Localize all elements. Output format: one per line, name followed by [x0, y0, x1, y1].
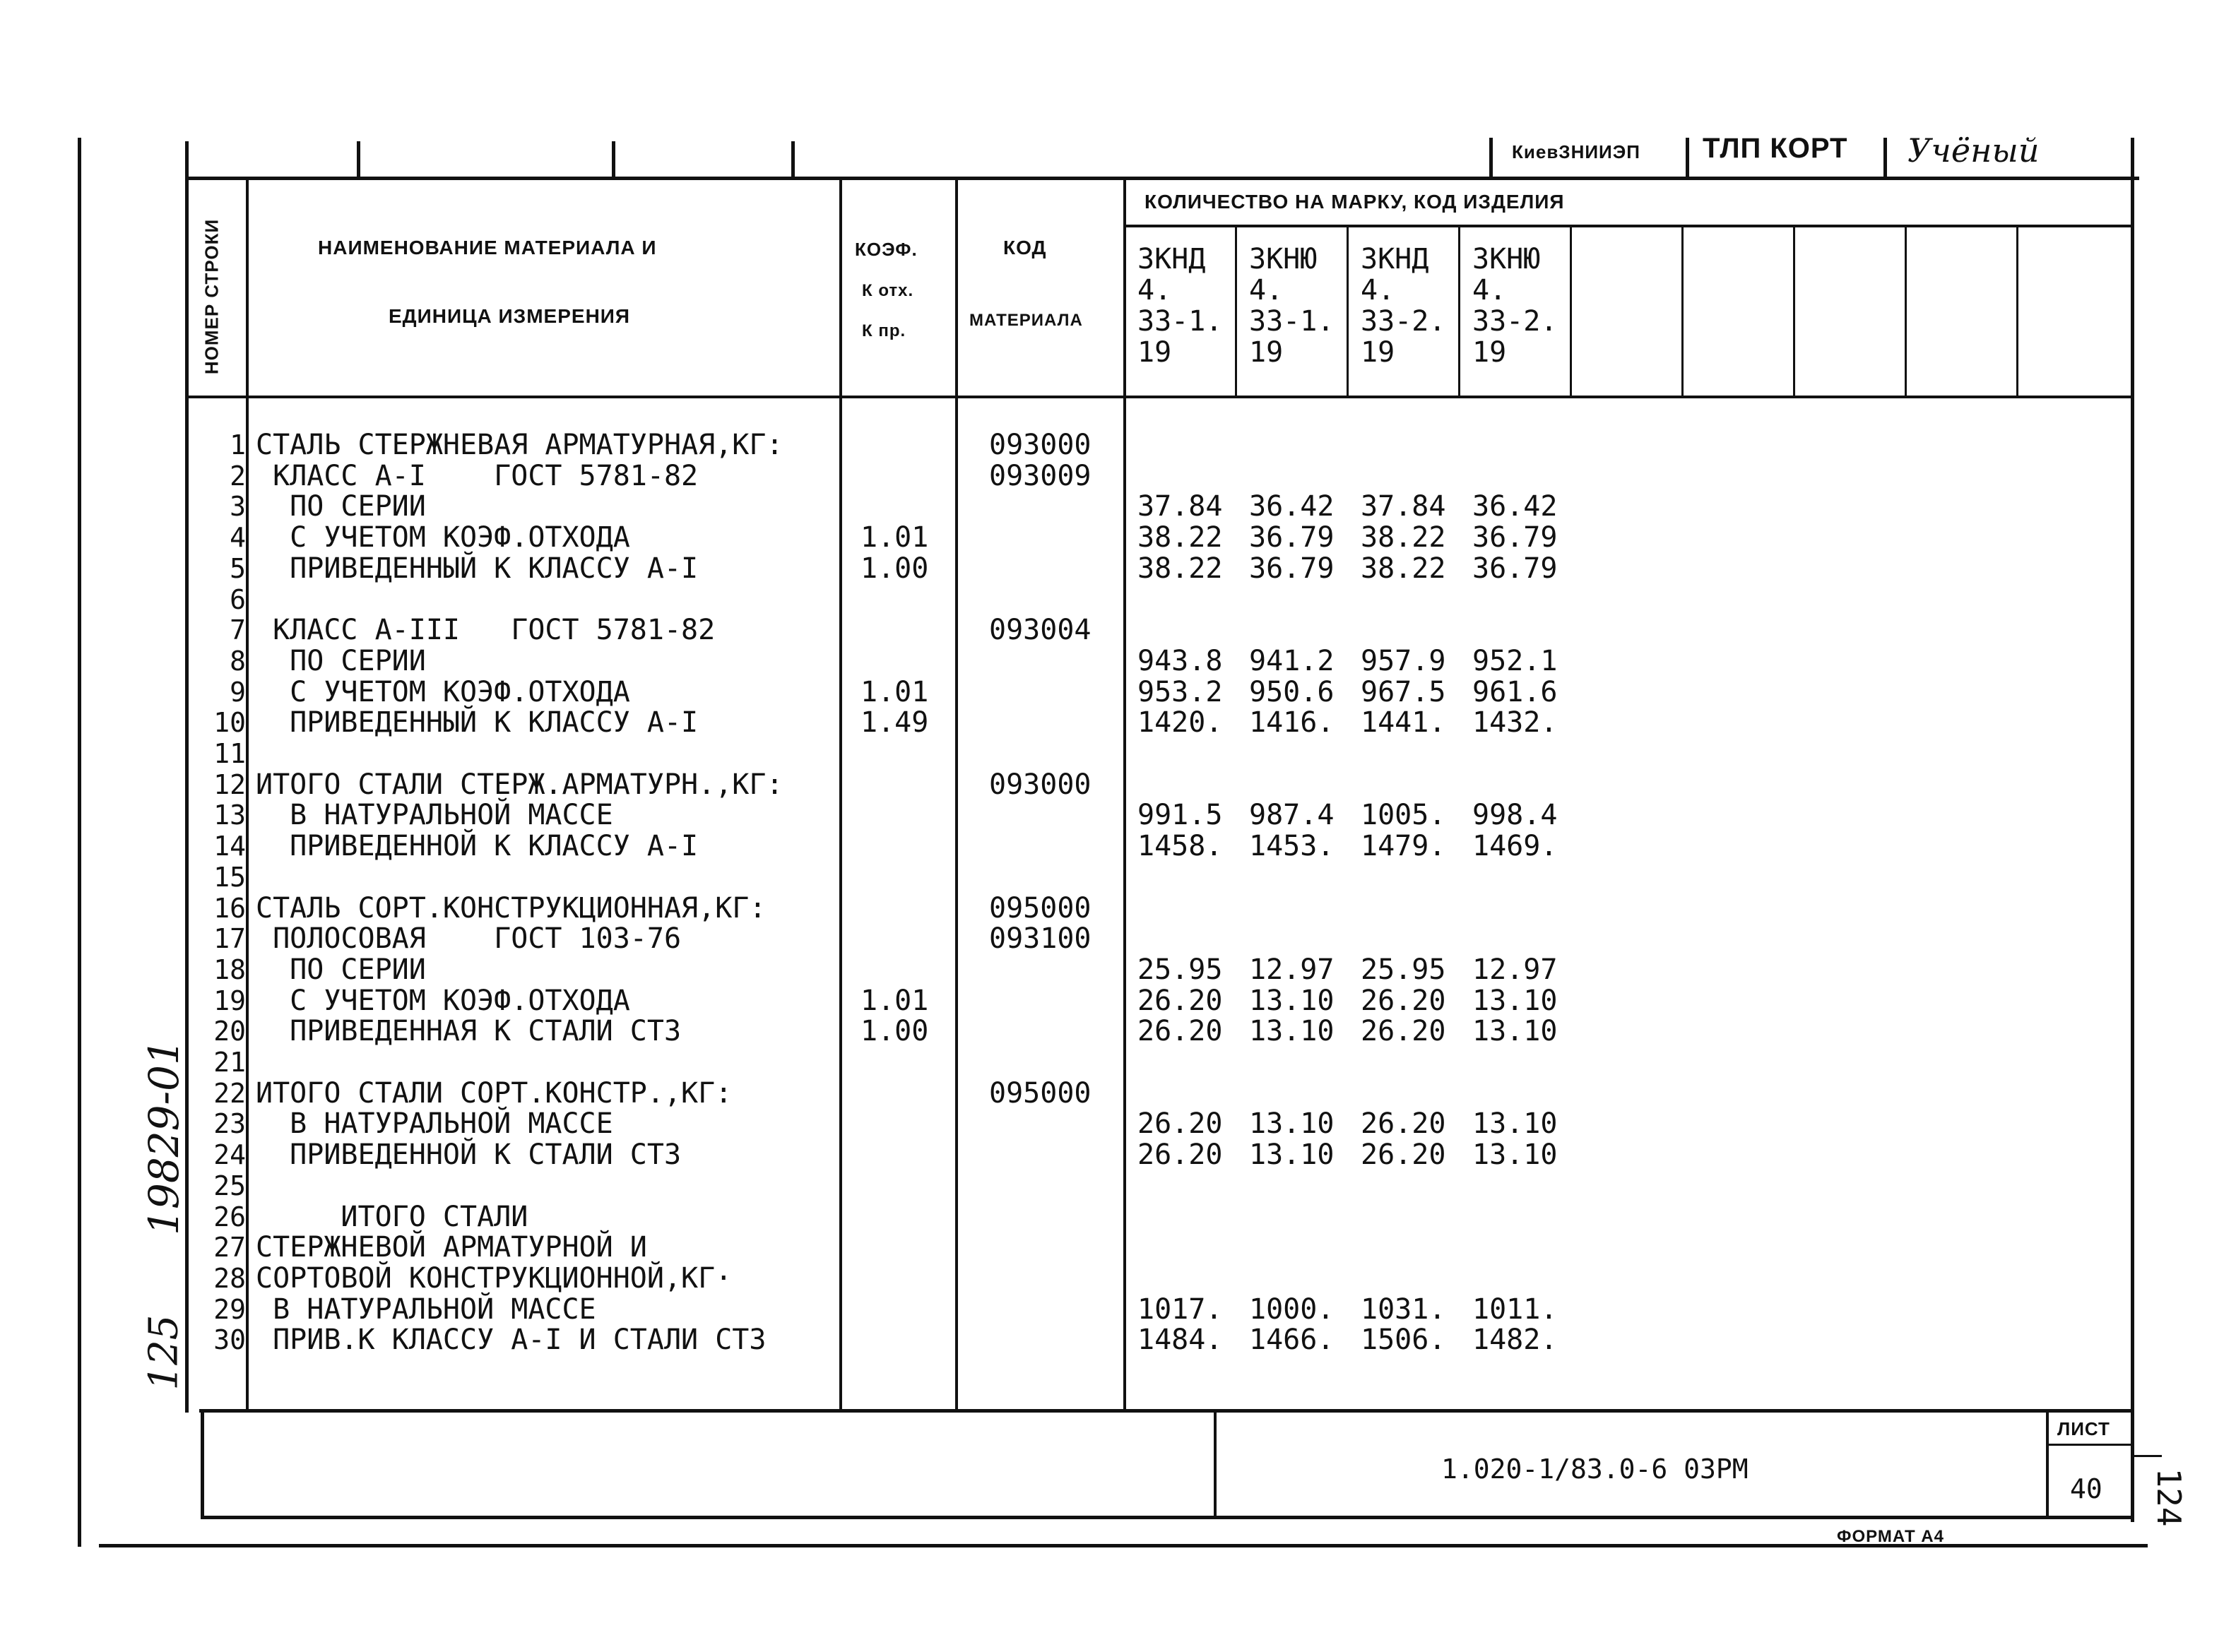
row-value: 1441.	[1361, 706, 1446, 739]
row-name: ПРИВ.К КЛАССУ А-I И СТАЛИ СТ3	[256, 1324, 767, 1356]
row-code: 093000	[989, 429, 1092, 461]
header-coef-line2: К отх.	[862, 281, 914, 300]
row-value: 957.9	[1361, 645, 1446, 677]
row-value: 36.79	[1249, 552, 1335, 585]
row-number: 4	[230, 522, 246, 553]
row-value: 13.10	[1249, 1015, 1335, 1047]
row-name: ПО СЕРИИ	[256, 490, 426, 523]
row-name: В НАТУРАЛЬНОЙ МАССЕ	[256, 799, 613, 831]
row-number: 17	[213, 923, 246, 954]
row-name: ИТОГО СТАЛИ СТЕРЖ.АРМАТУРН.,КГ:	[256, 768, 783, 801]
row-value: 13.10	[1472, 1107, 1558, 1140]
row-value: 25.95	[1137, 953, 1223, 986]
row-name: СТАЛЬ СТЕРЖНЕВАЯ АРМАТУРНАЯ,КГ:	[256, 429, 783, 461]
stamp-tick-1	[1489, 138, 1493, 180]
row-name: ПО СЕРИИ	[256, 953, 426, 986]
row-value: 1484.	[1137, 1324, 1223, 1356]
header-row-number: НОМЕР СТРОКИ	[201, 218, 223, 375]
row-coef: 1.01	[860, 676, 929, 708]
table-bottom-border	[199, 1409, 2132, 1413]
row-value: 943.8	[1137, 645, 1223, 677]
row-number: 29	[213, 1294, 246, 1325]
row-coef: 1.01	[860, 521, 929, 554]
row-value: 38.22	[1137, 552, 1223, 585]
row-value: 36.79	[1472, 552, 1558, 585]
row-number: 27	[213, 1232, 246, 1263]
row-number: 25	[213, 1170, 246, 1201]
product-col-4	[1570, 226, 1572, 397]
row-number: 21	[213, 1047, 246, 1078]
row-code: 095000	[989, 892, 1092, 925]
col-divider-code	[1123, 179, 1126, 1411]
stamp-tick-3	[1883, 138, 1887, 180]
row-value: 1506.	[1361, 1324, 1446, 1356]
sheet-number: 40	[2070, 1473, 2102, 1504]
row-value: 950.6	[1249, 676, 1335, 708]
row-value: 1479.	[1361, 830, 1446, 862]
row-name: КЛАСС А-I ГОСТ 5781-82	[256, 460, 699, 492]
header-name-line1: НАИМЕНОВАНИЕ МАТЕРИАЛА И	[318, 237, 657, 259]
stamp-series: ТЛП КОРТ	[1703, 133, 1848, 164]
product-col-1	[1235, 226, 1237, 397]
doc-code: 1.020-1/83.0-6 03РМ	[1441, 1454, 1749, 1485]
product-code-3: ЗКНД 4. 33-2. 19	[1361, 243, 1446, 369]
row-number: 28	[213, 1263, 246, 1294]
row-value: 991.5	[1137, 799, 1223, 831]
product-code-1: ЗКНД 4. 33-1. 19	[1137, 243, 1223, 369]
row-number: 7	[230, 614, 246, 646]
row-value: 36.42	[1472, 490, 1558, 523]
row-value: 25.95	[1361, 953, 1446, 986]
row-value: 13.10	[1249, 985, 1335, 1017]
row-number: 22	[213, 1078, 246, 1109]
header-coef-line1: КОЭФ.	[855, 239, 918, 260]
row-code: 093100	[989, 922, 1092, 955]
row-value: 1000.	[1249, 1293, 1335, 1326]
row-value: 1005.	[1361, 799, 1446, 831]
row-number: 12	[213, 769, 246, 800]
row-value: 37.84	[1361, 490, 1446, 523]
row-number: 30	[213, 1324, 246, 1355]
titleblock-left	[201, 1411, 204, 1517]
row-number: 15	[213, 862, 246, 893]
row-value: 1482.	[1472, 1324, 1558, 1356]
row-value: 998.4	[1472, 799, 1558, 831]
row-name: СОРТОВОЙ КОНСТРУКЦИОННОЙ,КГ·	[256, 1262, 733, 1295]
row-value: 26.20	[1361, 1139, 1446, 1171]
row-value: 26.20	[1361, 985, 1446, 1017]
row-value: 1031.	[1361, 1293, 1446, 1326]
product-col-6	[1793, 226, 1795, 397]
row-value: 941.2	[1249, 645, 1335, 677]
product-col-7	[1905, 226, 1907, 397]
row-number: 24	[213, 1139, 246, 1170]
row-name: ПОЛОСОВАЯ ГОСТ 103-76	[256, 922, 682, 955]
row-name: В НАТУРАЛЬНОЙ МАССЕ	[256, 1293, 596, 1326]
row-code: 093004	[989, 614, 1092, 646]
row-number: 6	[230, 584, 246, 615]
table-top-border	[185, 177, 2139, 180]
row-value: 1469.	[1472, 830, 1558, 862]
side-number: 124	[2150, 1468, 2188, 1527]
row-code: 093009	[989, 460, 1092, 492]
top-tick-3	[791, 141, 795, 180]
titleblock-bottom	[201, 1516, 2134, 1519]
row-number: 5	[230, 553, 246, 584]
row-number: 23	[213, 1108, 246, 1139]
row-coef: 1.00	[860, 1015, 929, 1047]
row-value: 13.10	[1472, 1015, 1558, 1047]
row-name: ИТОГО СТАЛИ СОРТ.КОНСТР.,КГ:	[256, 1077, 733, 1110]
row-value: 13.10	[1249, 1107, 1335, 1140]
product-col-5	[1681, 226, 1684, 397]
row-value: 1011.	[1472, 1293, 1558, 1326]
header-code-line1: КОД	[1003, 237, 1047, 259]
row-value: 13.10	[1472, 985, 1558, 1017]
row-value: 13.10	[1472, 1139, 1558, 1171]
stamp-signature: Учёный	[1907, 131, 2040, 170]
row-name: КЛАСС А-III ГОСТ 5781-82	[256, 614, 716, 646]
sheet-box-left	[2046, 1411, 2049, 1517]
product-code-4: ЗКНЮ 4. 33-2. 19	[1472, 243, 1558, 369]
row-name: СТЕРЖНЕВОЙ АРМАТУРНОЙ И	[256, 1231, 647, 1264]
row-number: 26	[213, 1201, 246, 1232]
side-tick	[2134, 1455, 2162, 1457]
row-number: 16	[213, 893, 246, 924]
row-value: 967.5	[1361, 676, 1446, 708]
row-code: 095000	[989, 1077, 1092, 1110]
row-name: С УЧЕТОМ КОЭФ.ОТХОДА	[256, 985, 630, 1017]
row-coef: 1.01	[860, 985, 929, 1017]
row-value: 38.22	[1137, 521, 1223, 554]
row-value: 26.20	[1137, 985, 1223, 1017]
row-name: ПРИВЕДЕННОЙ К КЛАССУ А-I	[256, 830, 699, 862]
product-col-8	[2016, 226, 2018, 397]
row-value: 38.22	[1361, 521, 1446, 554]
header-name-line2: ЕДИНИЦА ИЗМЕРЕНИЯ	[389, 305, 631, 327]
row-value: 987.4	[1249, 799, 1335, 831]
header-quantity: КОЛИЧЕСТВО НА МАРКУ, КОД ИЗДЕЛИЯ	[1144, 191, 1565, 213]
top-tick-1	[357, 141, 360, 180]
sheet-label: ЛИСТ	[2057, 1418, 2110, 1439]
row-value: 12.97	[1472, 953, 1558, 986]
row-value: 36.42	[1249, 490, 1335, 523]
row-number: 13	[213, 800, 246, 831]
row-name: ПРИВЕДЕННЫЙ К КЛАССУ А-I	[256, 706, 699, 739]
row-number: 11	[213, 738, 246, 769]
row-name: СТАЛЬ СОРТ.КОНСТРУКЦИОННАЯ,КГ:	[256, 892, 767, 925]
row-number: 8	[230, 646, 246, 677]
col-divider-name	[839, 179, 842, 1411]
stamp-tick-2	[1686, 138, 1689, 180]
col-divider-coef	[955, 179, 958, 1411]
row-name: С УЧЕТОМ КОЭФ.ОТХОДА	[256, 676, 630, 708]
stamp-org: КиевЗНИИЭП	[1512, 141, 1640, 162]
row-value: 12.97	[1249, 953, 1335, 986]
row-number: 19	[213, 985, 246, 1016]
row-value: 13.10	[1249, 1139, 1335, 1171]
row-name: ПО СЕРИИ	[256, 645, 426, 677]
row-name: ПРИВЕДЕННОЙ К СТАЛИ СТ3	[256, 1139, 682, 1171]
product-col-2	[1347, 226, 1349, 397]
row-value: 1017.	[1137, 1293, 1223, 1326]
row-value: 26.20	[1361, 1015, 1446, 1047]
header-code-line2: МАТЕРИАЛА	[969, 311, 1083, 330]
row-value: 1458.	[1137, 830, 1223, 862]
row-value: 26.20	[1137, 1107, 1223, 1140]
row-value: 26.20	[1137, 1139, 1223, 1171]
row-value: 952.1	[1472, 645, 1558, 677]
row-value: 38.22	[1361, 552, 1446, 585]
row-value: 1416.	[1249, 706, 1335, 739]
titleblock-divider	[1214, 1411, 1217, 1517]
row-number: 18	[213, 954, 246, 985]
row-name: ПРИВЕДЕННЫЙ К КЛАССУ А-I	[256, 552, 699, 585]
row-coef: 1.49	[860, 706, 929, 739]
row-value: 961.6	[1472, 676, 1558, 708]
header-bottom-border	[187, 396, 2132, 398]
row-number: 9	[230, 677, 246, 708]
left-margin-number: 19829-01	[140, 1039, 188, 1235]
row-value: 26.20	[1137, 1015, 1223, 1047]
outer-frame-left	[78, 138, 81, 1547]
row-value: 1420.	[1137, 706, 1223, 739]
sheet-box-mid	[2047, 1444, 2132, 1446]
row-number: 3	[230, 491, 246, 522]
row-value: 1432.	[1472, 706, 1558, 739]
top-tick-2	[612, 141, 615, 180]
quantity-subheader-line	[1125, 225, 2132, 227]
row-number: 2	[230, 460, 246, 492]
col-divider-rownum	[246, 179, 249, 1411]
row-code: 093000	[989, 768, 1092, 801]
row-name: С УЧЕТОМ КОЭФ.ОТХОДА	[256, 521, 630, 554]
row-coef: 1.00	[860, 552, 929, 585]
row-value: 1466.	[1249, 1324, 1335, 1356]
row-value: 953.2	[1137, 676, 1223, 708]
row-value: 1453.	[1249, 830, 1335, 862]
row-name: В НАТУРАЛЬНОЙ МАССЕ	[256, 1107, 613, 1140]
table-right-border	[2131, 138, 2134, 1522]
row-number: 10	[213, 707, 246, 738]
row-name: ИТОГО СТАЛИ	[256, 1201, 528, 1233]
row-number: 14	[213, 831, 246, 862]
row-name: ПРИВЕДЕННАЯ К СТАЛИ СТ3	[256, 1015, 682, 1047]
row-value: 37.84	[1137, 490, 1223, 523]
product-col-3	[1458, 226, 1460, 397]
row-number: 1	[230, 429, 246, 460]
left-margin-page: 125	[141, 1314, 187, 1391]
row-value: 36.79	[1249, 521, 1335, 554]
row-value: 26.20	[1361, 1107, 1446, 1140]
format-label: ФОРМАТ А4	[1837, 1527, 1944, 1546]
product-code-2: ЗКНЮ 4. 33-1. 19	[1249, 243, 1335, 369]
row-number: 20	[213, 1016, 246, 1047]
header-coef-line3: К пр.	[862, 321, 906, 340]
row-value: 36.79	[1472, 521, 1558, 554]
